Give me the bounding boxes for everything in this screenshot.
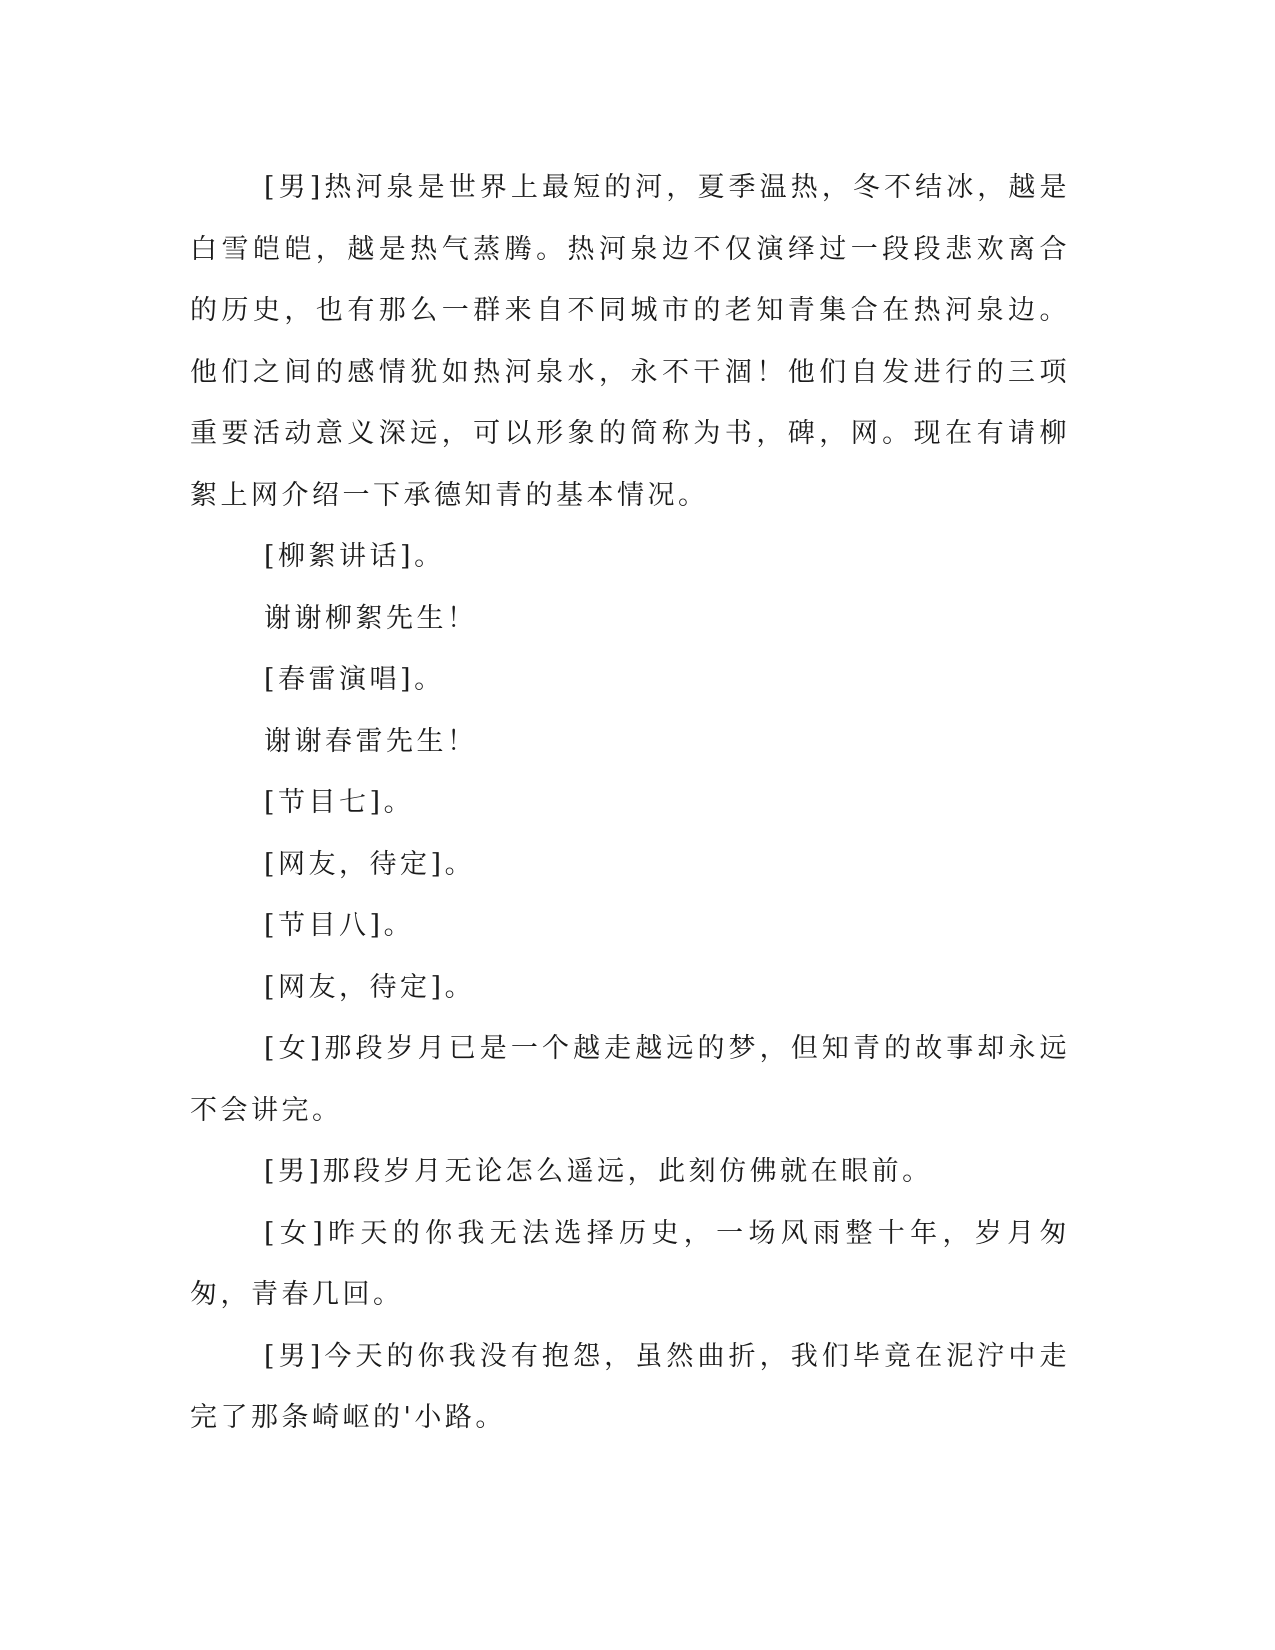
paragraph-intro-male: [男]热河泉是世界上最短的河，夏季温热，冬不结冰，越是白雪皑皑，越是热气蒸腾。热河泉边不仅演绎过一段段悲欢离合的历史，也有那么一群来自不同城市的老知青集合在热河泉边。他们之间的感情犹如热河泉水，永不干涸！他们自发进行的三项重要活动意义深远，可以形象的简称为书，碑，网。现在有请柳絮上网介绍一下承德知青的基本情况。 <box>190 172 1070 511</box>
paragraph-female-2: [女]昨天的你我无法选择历史，一场风雨整十年，岁月匆匆，青春几回。 <box>190 1217 1070 1310</box>
paragraph-program-eight: [节目八]。 <box>264 910 415 941</box>
paragraph-thanks-chunlei: 谢谢春雷先生！ <box>264 725 478 757</box>
paragraph-liuxu-speech: [柳絮讲话]。 <box>264 541 445 572</box>
document-body <box>190 157 1070 1449</box>
paragraph-program-seven: [节目七]。 <box>264 787 415 818</box>
paragraph-thanks-liuxu: 谢谢柳絮先生！ <box>264 602 478 634</box>
paragraph-male-3: [男]今天的你我没有抱怨，虽然曲折，我们毕竟在泥泞中走完了那条崎岖的'小路。 <box>190 1340 1070 1433</box>
paragraph-netizen-tbd-2: [网友，待定]。 <box>264 971 476 1003</box>
paragraph-chunlei-sing: [春雷演唱]。 <box>264 664 445 695</box>
paragraph-female-1: [女]那段岁月已是一个越走越远的梦，但知青的故事却永远不会讲完。 <box>190 1033 1070 1126</box>
paragraph-netizen-tbd-1: [网友，待定]。 <box>264 848 476 880</box>
paragraph-male-2: [男]那段岁月无论怎么遥远，此刻仿佛就在眼前。 <box>264 1156 933 1187</box>
